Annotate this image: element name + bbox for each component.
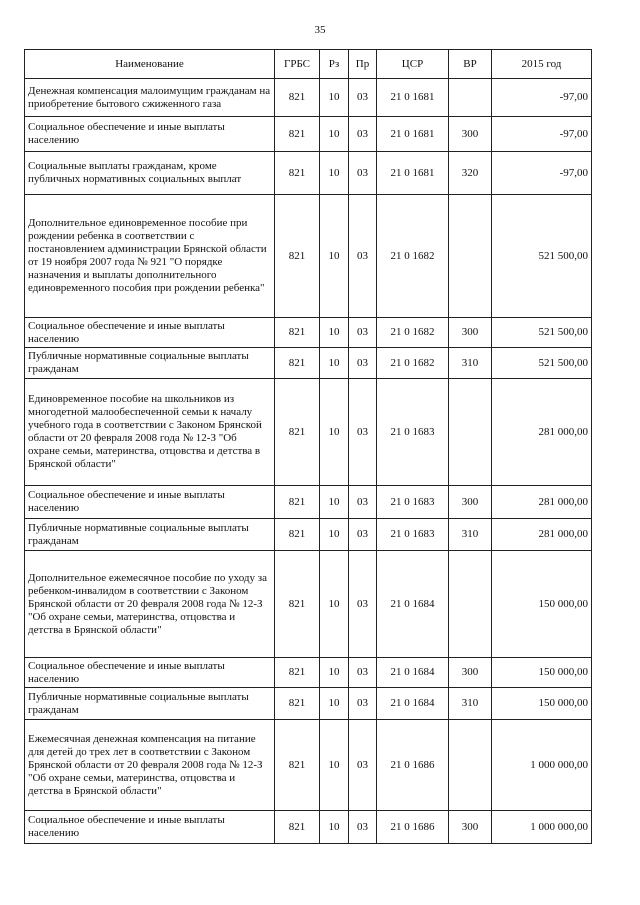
row-amount: 150 000,00 [492, 688, 592, 720]
row-rz: 10 [320, 318, 349, 348]
row-grbs: 821 [275, 688, 320, 720]
row-csr: 21 0 1682 [377, 195, 449, 318]
row-csr: 21 0 1683 [377, 519, 449, 551]
row-vr: 310 [449, 688, 492, 720]
row-amount: 281 000,00 [492, 519, 592, 551]
row-rz: 10 [320, 486, 349, 519]
row-grbs: 821 [275, 117, 320, 152]
row-name: Социальное обеспечение и иные выплаты населению [25, 658, 275, 688]
row-grbs: 821 [275, 519, 320, 551]
row-name: Социальные выплаты гражданам, кроме публичных нормативных социальных выплат [25, 152, 275, 195]
row-name: Денежная компенсация малоимущим гражданам на приобретение бытового сжиженного газа [25, 79, 275, 117]
row-pr: 03 [349, 318, 377, 348]
row-vr: 310 [449, 519, 492, 551]
row-amount: 521 500,00 [492, 348, 592, 379]
row-name: Публичные нормативные социальные выплаты гражданам [25, 348, 275, 379]
header-vr: ВР [449, 50, 492, 79]
row-rz: 10 [320, 348, 349, 379]
row-grbs: 821 [275, 551, 320, 658]
row-grbs: 821 [275, 658, 320, 688]
row-rz: 10 [320, 195, 349, 318]
row-name: Публичные нормативные социальные выплаты гражданам [25, 519, 275, 551]
row-pr: 03 [349, 519, 377, 551]
row-pr: 03 [349, 117, 377, 152]
row-name: Социальное обеспечение и иные выплаты населению [25, 117, 275, 152]
row-vr [449, 79, 492, 117]
row-csr: 21 0 1686 [377, 811, 449, 844]
row-vr [449, 195, 492, 318]
row-rz: 10 [320, 811, 349, 844]
row-pr: 03 [349, 348, 377, 379]
row-grbs: 821 [275, 486, 320, 519]
row-rz: 10 [320, 551, 349, 658]
row-name: Социальное обеспечение и иные выплаты населению [25, 811, 275, 844]
row-csr: 21 0 1684 [377, 688, 449, 720]
table-row [25, 348, 592, 379]
row-pr: 03 [349, 658, 377, 688]
row-rz: 10 [320, 688, 349, 720]
row-name: Публичные нормативные социальные выплаты гражданам [25, 688, 275, 720]
row-grbs: 821 [275, 348, 320, 379]
row-amount: 150 000,00 [492, 551, 592, 658]
row-amount: 281 000,00 [492, 486, 592, 519]
table-row [25, 379, 592, 486]
row-rz: 10 [320, 117, 349, 152]
row-name: Ежемесячная денежная компенсация на питание для детей до трех лет в соответствии с Законом Брянской области от 20 февраля 2008 года № 12-З "Об охране семьи, материнства, отцовства и детства в Брянской области" [25, 720, 275, 811]
table-row [25, 79, 592, 117]
row-csr: 21 0 1681 [377, 117, 449, 152]
row-amount: 1 000 000,00 [492, 720, 592, 811]
table-row [25, 720, 592, 811]
row-vr: 310 [449, 348, 492, 379]
row-vr: 300 [449, 318, 492, 348]
row-pr: 03 [349, 79, 377, 117]
row-vr: 300 [449, 658, 492, 688]
header-pr: Пр [349, 50, 377, 79]
row-vr [449, 379, 492, 486]
table-row [25, 318, 592, 348]
row-grbs: 821 [275, 79, 320, 117]
table-row [25, 152, 592, 195]
row-pr: 03 [349, 551, 377, 658]
row-name: Единовременное пособие на школьников из многодетной малообеспеченной семьи к началу учебного года в соответствии с Законом Брянской области от 20 февраля 2008 года № 12-З "Об охране семьи, материнства, отцовства и детства в Брянской области" [25, 379, 275, 486]
page-number: 35 [314, 24, 326, 36]
budget-table [24, 49, 592, 844]
row-rz: 10 [320, 519, 349, 551]
row-name: Дополнительное ежемесячное пособие по уходу за ребенком-инвалидом в соответствии с Законом Брянской области от 20 февраля 2008 года № 12-З "Об охране семьи, материнства, отцовства и детства в Брянской области" [25, 551, 275, 658]
row-amount: -97,00 [492, 79, 592, 117]
row-vr [449, 720, 492, 811]
row-pr: 03 [349, 195, 377, 318]
row-grbs: 821 [275, 318, 320, 348]
row-pr: 03 [349, 152, 377, 195]
row-pr: 03 [349, 486, 377, 519]
table-row [25, 551, 592, 658]
row-rz: 10 [320, 79, 349, 117]
row-grbs: 821 [275, 379, 320, 486]
row-amount: 521 500,00 [492, 318, 592, 348]
header-name: Наименование [25, 50, 275, 79]
row-amount: 521 500,00 [492, 195, 592, 318]
row-vr: 300 [449, 811, 492, 844]
table-row [25, 195, 592, 318]
header-row [25, 50, 592, 79]
table-row [25, 658, 592, 688]
table-row [25, 519, 592, 551]
row-amount: -97,00 [492, 117, 592, 152]
header-csr: ЦСР [377, 50, 449, 79]
row-csr: 21 0 1683 [377, 486, 449, 519]
row-vr: 300 [449, 486, 492, 519]
row-csr: 21 0 1681 [377, 152, 449, 195]
row-rz: 10 [320, 720, 349, 811]
table-row [25, 811, 592, 844]
row-amount: 281 000,00 [492, 379, 592, 486]
row-rz: 10 [320, 152, 349, 195]
row-name: Социальное обеспечение и иные выплаты населению [25, 486, 275, 519]
row-csr: 21 0 1682 [377, 348, 449, 379]
row-pr: 03 [349, 811, 377, 844]
row-grbs: 821 [275, 811, 320, 844]
row-csr: 21 0 1686 [377, 720, 449, 811]
row-csr: 21 0 1681 [377, 79, 449, 117]
row-csr: 21 0 1683 [377, 379, 449, 486]
header-grbs: ГРБС [275, 50, 320, 79]
row-vr: 300 [449, 117, 492, 152]
row-name: Социальное обеспечение и иные выплаты населению [25, 318, 275, 348]
row-csr: 21 0 1682 [377, 318, 449, 348]
row-grbs: 821 [275, 720, 320, 811]
row-amount: 1 000 000,00 [492, 811, 592, 844]
row-csr: 21 0 1684 [377, 551, 449, 658]
table-row [25, 688, 592, 720]
header-year: 2015 год [492, 50, 592, 79]
row-pr: 03 [349, 720, 377, 811]
table-row [25, 117, 592, 152]
header-rz: Рз [320, 50, 349, 79]
row-rz: 10 [320, 658, 349, 688]
row-grbs: 821 [275, 152, 320, 195]
row-amount: -97,00 [492, 152, 592, 195]
row-vr [449, 551, 492, 658]
row-grbs: 821 [275, 195, 320, 318]
row-csr: 21 0 1684 [377, 658, 449, 688]
row-pr: 03 [349, 688, 377, 720]
row-vr: 320 [449, 152, 492, 195]
row-pr: 03 [349, 379, 377, 486]
row-amount: 150 000,00 [492, 658, 592, 688]
table-row [25, 486, 592, 519]
row-rz: 10 [320, 379, 349, 486]
row-name: Дополнительное единовременное пособие при рождении ребенка в соответствии с постановлением администрации Брянской области от 19 ноября 2007 года № 921 "О порядке назначения и выплаты дополнительного единовременного пособия при рождении ребенка" [25, 195, 275, 318]
